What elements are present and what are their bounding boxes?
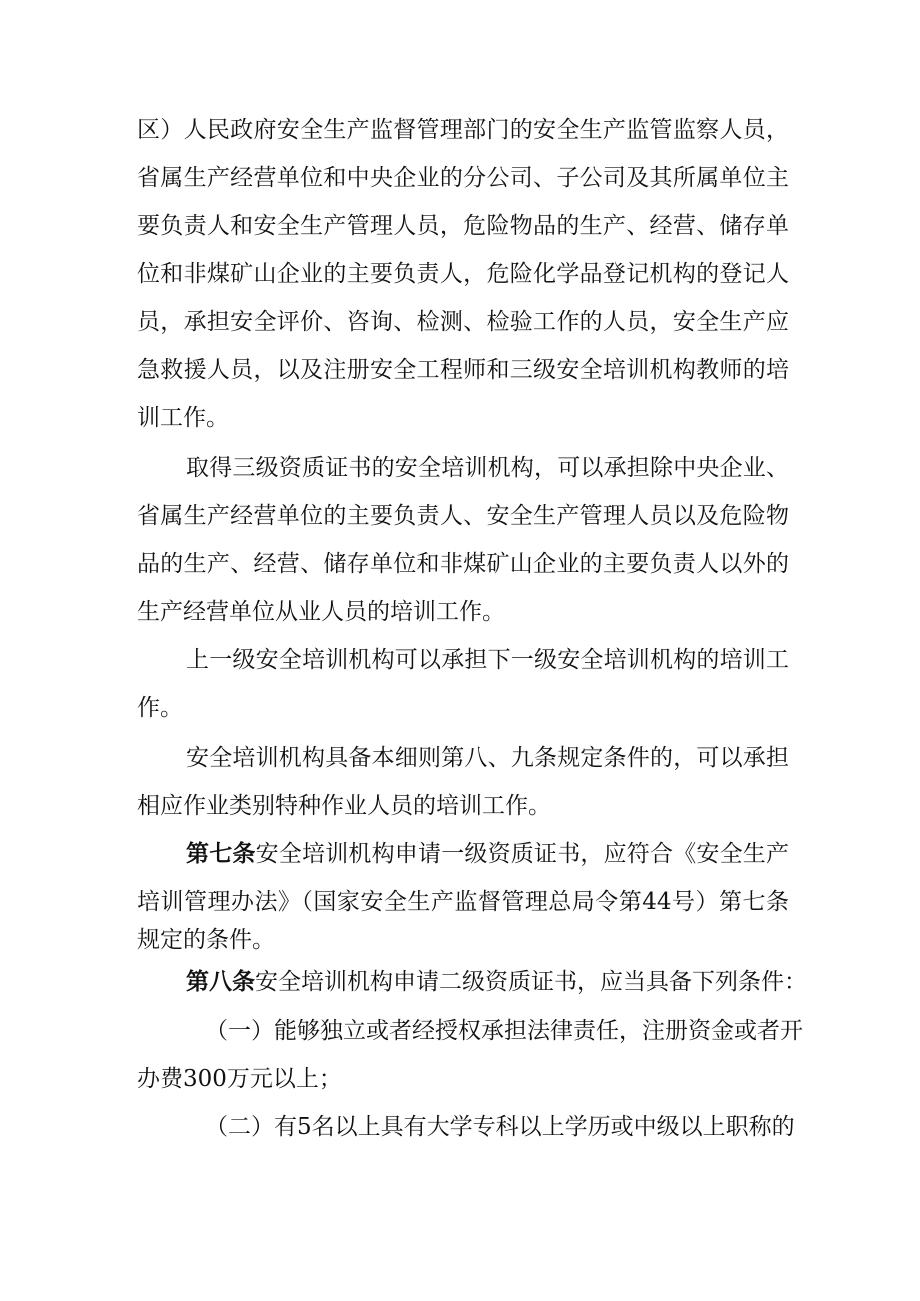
- article-7-heading: 第七条: [186, 841, 256, 867]
- paragraph-line: 省属生产经营单位和中央企业的分公司、子公司及其所属单位主: [137, 165, 789, 191]
- article-7-text: 安全培训机构申请一级资质证书，应符合《安全生产: [255, 841, 790, 867]
- paragraph-line: 员，承担安全评价、咨询、检测、检验工作的人员，安全生产应: [137, 309, 789, 335]
- article-8-text: 安全培训机构申请二级资质证书，应当具备下列条件：: [255, 969, 807, 995]
- paragraph-line: 位和非煤矿山企业的主要负责人，危险化学品登记机构的登记人: [137, 261, 789, 287]
- paragraph-line: 品的生产、经营、储存单位和非煤矿山企业的主要负责人以外的: [137, 551, 789, 577]
- article-7-line: [186, 839, 789, 869]
- paragraph-line: 区）人民政府安全生产监督管理部门的安全生产监管监察人员，: [137, 117, 789, 143]
- paragraph-line: 相应作业类别特种作业人员的培训工作。: [137, 793, 551, 819]
- paragraph-line: 安全培训机构具备本细则第八、九条规定条件的，可以承担: [186, 745, 789, 771]
- list-item-line: 办费300万元以上；: [137, 1066, 342, 1092]
- list-item-line: （一）能够独立或者经授权承担法律责任，注册资金或者开: [205, 1018, 803, 1044]
- paragraph-line: 取得三级资质证书的安全培训机构，可以承担除中央企业、: [186, 455, 789, 481]
- paragraph-line: 生产经营单位从业人员的培训工作。: [137, 599, 505, 625]
- list-item-line: （二）有5名以上具有大学专科以上学历或中级以上职称的: [205, 1114, 795, 1140]
- paragraph-line: 省属生产经营单位的主要负责人、安全生产管理人员以及危险物: [137, 503, 789, 529]
- paragraph-line: 上一级安全培训机构可以承担下一级安全培训机构的培训工: [186, 647, 789, 673]
- paragraph-line: 作。: [137, 695, 183, 721]
- article-8-line: [186, 967, 807, 997]
- paragraph-line: 培训管理办法》（国家安全生产监督管理总局令第44号）第七条: [137, 889, 789, 915]
- paragraph-line: 要负责人和安全生产管理人员，危险物品的生产、经营、储存单: [137, 213, 789, 239]
- paragraph-line: 急救援人员，以及注册安全工程师和三级安全培训机构教师的培: [137, 357, 789, 383]
- paragraph-line: 规定的条件。: [137, 927, 275, 953]
- paragraph-line: 训工作。: [137, 405, 229, 431]
- article-8-heading: 第八条: [186, 969, 255, 995]
